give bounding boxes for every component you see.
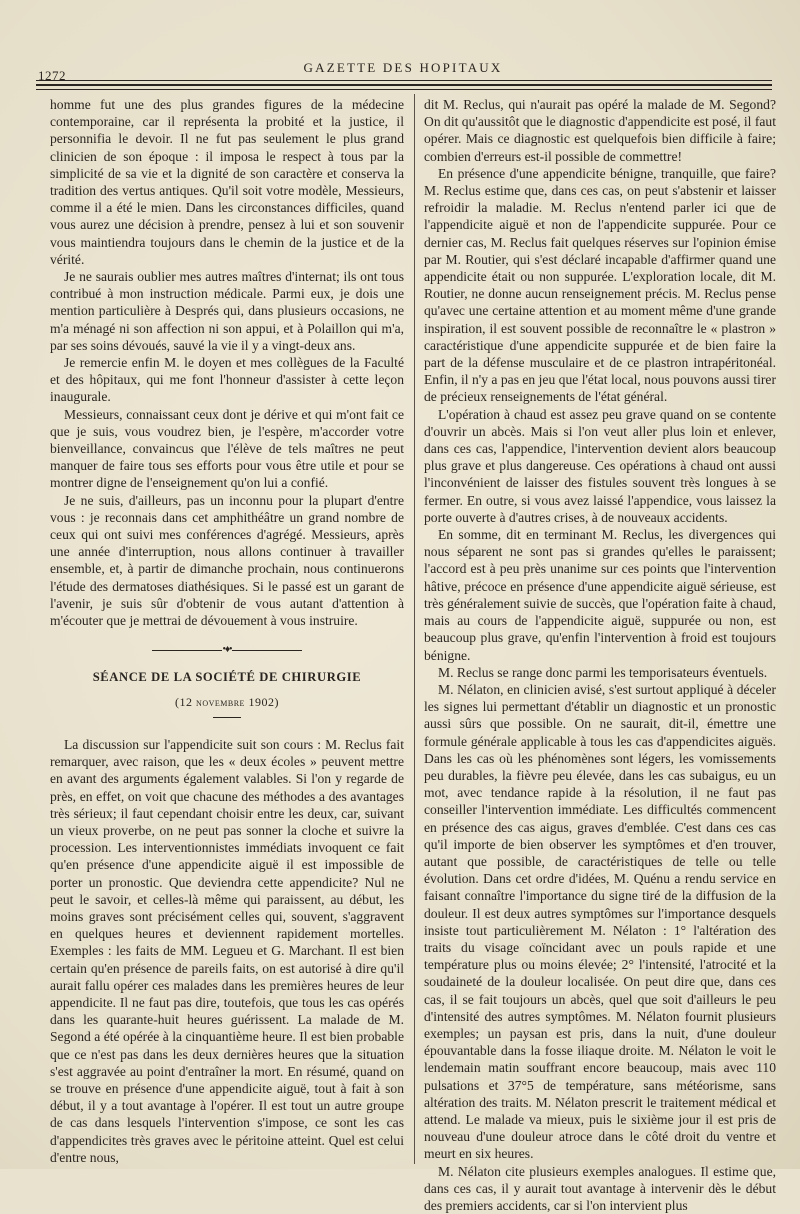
body-paragraph: La discussion sur l'appendicite suit son cours : M. Reclus fait remarquer, avec raison, que les « deux écoles » peuvent mettre en avant des arguments également valables. Si l'on y regarde de près, en effet, on voit que chacune des méthodes a des avantages très sérieux; il faut cependant choisir entre les deux, car, suivant un vieux proverbe, on ne peut pas sonner la cloche et suivre la procession. Les interventionnistes immédiats invoquent ce fait qu'en présence d'une appendicite aiguë il est impossible de porter un pronostic. Que deviendra cette appendicite? Nul ne peut le savoir, et celles-là même qui paraissent, au début, les moins graves sont précisément celles qui, souvent, s'aggravent en quelques heures et deviennent rapidement mortelles. Exemples : les faits de MM. Legueu et G. Marchant. Il est bien certain qu'en présence de pareils faits, on est autorisé à dire qu'il aurait fallu opérer ces malades dans les premières heures de leur appendicite. Il ne faut pas dire, toutefois, que tous les cas opérés dans les quarante-huit heures guérissent. La malade de M. Segond a été opérée à la cinquantième heure. Il est bien probable que ce n'est pas dans les deux dernières heures que la situation s'est aggravée au point d'entraîner la mort. En résumé, quand on se trouve en présence d'une appendicite aiguë, tout à fait à son début, il y a tout avantage à l'opérer. Il est tout un autre groupe de cas dans lesquels l'intervention s'impose, ce sont les cas d'appendicites très graves avec le péritoine atteint. Quel est celui d'entre nous, (50, 736, 404, 1165)
body-paragraph: M. Nélaton, en clinicien avisé, s'est surtout appliqué à déceler les signes lui permettant d'établir un diagnostic et un pronostic aussi sûrs que possible. On ne saurait, dit-il, émettre une formule générale applicable à tous les cas d'appendicites aiguës. Dans les cas où les phénomènes sont légers, les vomissements peu durables, la fièvre peu élevée, dans les cas subaigus, eu un mot, avec tendance rapide à la résolution, il ne faut pas conseiller l'intervention immédiate. Les difficultés commencent en présence des cas aigus, graves d'emblée. C'est dans ces cas qu'il importe de bien observer les symptômes et d'en trouver, autant que possible, de caractéristiques de telle ou telle évolution. Dans cet ordre d'idées, M. Quénu a rendu service en faisant connaître l'importance du signe tiré de la diffusion de la douleur. Il est deux autres symptômes sur l'importance desquels insiste tout particulièrement M. Nélaton : 1° l'altération des traits du visage coïncidant avec un pouls rapide et une température plus ou moins élevée; 2° l'intensité, l'atrocité et la soudaineté de la douleur localisée. On peut dire que, dans ces cas, il se fait toujours un abcès, quel que soit d'ailleurs le peu d'intensité des autres symptômes. M. Nélaton fournit plusieurs exemples; un paysan est pris, dans la nuit, d'une douleur épouvantable dans la fosse iliaque droite. M. Nélaton le voit le lendemain matin souffrant encore beaucoup, mais avec 110 pulsations et 37°5 de température, sans météorisme, sans altération des traits. M. Nélaton prescrit le traitement médical et attend. Le malade va mieux, puis le sixième jour il est pris de nouveau d'une douleur atroce dans le côté droit du ventre et meurt en six heures. (424, 681, 776, 1162)
header-rule-thick (36, 84, 772, 86)
body-paragraph: dit M. Reclus, qui n'aurait pas opéré la malade de M. Segond? On dit qu'aussitôt que le diagnostic d'appendicite est posé, il faut opérer. Mais ce diagnostic est quelquefois bien difficile à faire; combien d'erreurs est-il possible de commettre! (424, 97, 776, 164)
body-paragraph: M. Reclus se range donc parmi les temporisateurs éventuels. (438, 664, 768, 680)
section-title: SÉANCE DE LA SOCIÉTÉ DE CHIRURGIE (92, 669, 362, 684)
right-column (424, 96, 776, 1214)
body-paragraph: Je ne saurais oublier mes autres maîtres d'internat; ils ont tous contribué à mon instruction médicale. Parmi eux, je dois une mention particulière à Després qui, dans plusieurs occasions, ne m'a ménagé ni son affection ni son appui, et à Polaillon qui m'a, par ses soins dévoués, sauvé la vie il y a vingt-deux ans. (50, 269, 404, 353)
header-rule (36, 80, 772, 81)
column-divider (414, 94, 415, 1164)
body-paragraph: M. Nélaton cite plusieurs exemples analogues. Il estime que, dans ces cas, il y aurait tout avantage à intervenir dès le début des premiers accidents, car si l'on intervient plus (424, 1163, 776, 1213)
section-ornament: •♦• (50, 641, 404, 658)
journal-title: GAZETTE DES HOPITAUX (303, 60, 503, 75)
header-rule-lower (36, 89, 772, 90)
body-paragraph: Je remercie enfin M. le doyen et mes collègues de la Faculté et des hôpitaux, qui me font l'honneur d'assister à cette leçon inaugurale. (50, 355, 404, 405)
body-paragraph: En somme, dit en terminant M. Reclus, les divergences qui nous séparent ne sont pas si grandes qu'elles le paraissent; l'accord est à peu près unanime sur ces points que l'intervention hâtive, précoce en présence d'une appendicite aiguë sérieuse, est très généralement suivie de succès, que l'opération faite à chaud, mais au cours de l'appendicite aiguë, suppurée ou non, est beaucoup plus grave, qu'enfin l'intervention à froid est toujours bénigne. (424, 527, 776, 663)
body-paragraph: homme fut une des plus grandes figures de la médecine contemporaine, car il représenta la probité et la justice, il personnifia le devoir. Il ne fut pas seulement le plus grand clinicien de son époque : il imposa le respect à tous par la simplicité de sa vie et la dignité de son caractère et conserva la tradition des vertus antiques. Qu'il soit votre modèle, Messieurs, comme il a été le mien. Dans les circonstances difficiles, quand vous aurez une décision à prendre, pensez à lui et son souvenir vous maintiendra toujours dans le chemin de la justice et de la vérité. (50, 97, 404, 267)
section-divider (213, 717, 241, 718)
body-paragraph: Je ne suis, d'ailleurs, pas un inconnu pour la plupart d'entre vous : je reconnais dans cet amphithéâtre un grand nombre de ceux qui ont suivi mes conférences d'agrégé. Messieurs, après une année d'interruption, nous allons continuer à travailler ensemble, et, à partir de dimanche prochain, nous continuerons l'étude des dermatoses diathésiques. Si le passé est un garant de l'avenir, je suis sûr d'obtenir de vous autant d'attention à m'écouter que je mettrai de dévouement à vous instruire. (50, 492, 404, 629)
body-paragraph: Messieurs, connaissant ceux dont je dérive et qui m'ont fait ce que je suis, vous voudrez bien, je l'espère, m'accorder votre bienveillance, convaincus que l'élève de tels maîtres ne peut manquer de faire tous ses efforts pour vous être utile et pour se montrer digne de l'enseignement qu'on lui a confié. (50, 406, 404, 491)
body-paragraph: En présence d'une appendicite bénigne, tranquille, que faire? M. Reclus estime que, dans ces cas, on peut s'abstenir et laisser refroidir la maladie. M. Reclus n'entend parler ici que de l'appendicite aiguë et non de l'appendicite suppurée. Pour ce dernier cas, M. Reclus fait quelques réserves sur l'opinion émise par M. Routier, qui s'est déclaré incapable d'affirmer quand une appendicite était ou non suppurée. L'exploration locale, dit M. Routier, ne donne aucun renseignement précis. M. Reclus pense qu'avec une certaine attention et au moment même d'une grande inspiration, il est souvent possible de reconnaître le « plastron » caractéristique d'une appendicite suppurée et de bien faire la part de la défense musculaire et de ce plastron intrapéritonéal. Enfin, il n'y a pas en jeu que l'état local, nous pouvons aussi tirer de précieux renseignements de l'état général. (424, 165, 776, 405)
left-column (50, 96, 404, 1166)
page-number: 1272 (38, 68, 66, 83)
section-date: (12 novembre 1902) (175, 694, 279, 709)
body-paragraph: L'opération à chaud est assez peu grave quand on se contente d'ouvrir un abcès. Mais si l'on veut aller plus loin et enlever, dans ces cas, l'appendice, l'intervention devient alors beaucoup plus grave et plus dangereuse. Ces opérations à chaud ont aussi l'inconvénient de laisser des fistules souvent très longues à se fermer. En outre, si vous avez laissé l'appendice, vous laissez la porte ouverte à d'autres crises, à de nouveaux accidents. (424, 406, 776, 525)
